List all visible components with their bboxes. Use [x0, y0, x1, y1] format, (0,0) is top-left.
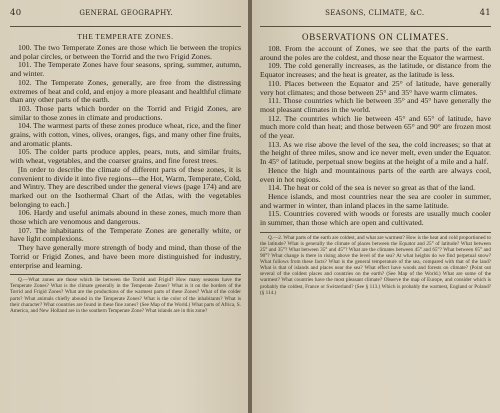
right-page-number: 41 — [479, 8, 491, 18]
left-paragraph: 106. Hardy and useful animals abound in these zones, much more than those which are venomous and dangerous. — [10, 208, 241, 227]
right-page — [250, 0, 500, 413]
book-gutter — [248, 0, 252, 413]
left-paragraph: They have generally more strength of body and mind, than those of the Torrid or Frigid Zones, and have been more distinguished for industry, enterprise and learning. — [10, 243, 241, 270]
right-paragraph: 111. Those countries which lie between 35° and 45° have generally the most pleasant climates in the world. — [260, 96, 491, 114]
left-paragraph: 102. The Temperate Zones, generally, are free from the distressing extremes of heat and cold, and enjoy a more pleasant and healthful climate than any other parts of the earth. — [10, 77, 241, 105]
left-questions-rule — [10, 274, 241, 275]
right-paragraph: 114. The heat or cold of the sea is never so great as that of the land. — [268, 183, 476, 193]
left-paragraph: 105. The colder parts produce apples, pears, nuts, and similar fruits, with wheat, vegetables, and the coarser grains, and fine forest trees. — [10, 147, 241, 166]
right-paragraph: Hence the high and mountainous parts of the earth are always cool, even in hot regions. — [260, 165, 491, 184]
left-paragraph: 107. The inhabitants of the Temperate Zones are generally white, or have light complexions. — [10, 225, 241, 244]
left-header-rule — [10, 26, 241, 27]
left-paragraph: 103. Those parts which border on the Torrid and Frigid Zones, are similar to those zones in climate and productions. — [10, 103, 241, 122]
right-header-rule — [260, 26, 491, 27]
left-running-title: GENERAL GEOGRAPHY. — [79, 9, 174, 17]
left-paragraph: 101. The Temperate Zones have four seasons, spring, summer, autumn, and winter. — [10, 60, 241, 79]
right-running-head — [260, 8, 491, 22]
left-paragraph: 100. The two Temperate Zones are those which lie between the tropics and polar circles, or between the Torrid and the two Frigid Zones. — [10, 43, 241, 61]
right-paragraph: 108. From the account of Zones, we see that the parts of the earth around the poles are the coldest, and those near the Equator the warmest. — [260, 44, 491, 62]
right-paragraph: 115. Countries covered with woods or forests are usually much cooler in summer, than those which are open and cultivated. — [260, 209, 491, 228]
right-paragraph: 109. The cold generally increases, as the latitude, or distance from the Equator increases; and the heat is greater, as the latitude is less. — [260, 61, 491, 80]
right-paragraph: 113. As we rise above the level of the sea, the cold increases; so that at the height of three miles, snow and ice never melt, even under the Equator. In 45° of latitude, perpetual snow begins at the height of a mile and a half. — [260, 139, 491, 167]
left-running-head — [10, 8, 241, 22]
right-running-title: SEASONS, CLIMATE, &C. — [325, 9, 425, 17]
left-body-text — [10, 44, 241, 270]
right-section-title: OBSERVATIONS ON CLIMATES. — [302, 32, 449, 42]
left-questions: Q.—What zones are those which lie between the Torrid and Frigid? How many seasons have the Temperate Zones? What is the climate generally in the Temperate Zones? What is it on the borders of the Torrid and Frigid Zones? What are the productions of the warmest parts of these Zones? What of the colder parts? What animals chiefly abound in the Temperate Zones? What is the color of the inhabitants? What is their character? What countries are found in these fine zones? (See Map of the World.) What parts of Africa, S. America, and New Holland are in the southern Temperate Zone? What islands are in this zone? — [10, 277, 241, 314]
left-page-number: 40 — [10, 8, 22, 18]
right-questions: Q.—2. What parts of the earth are coldest, and what are warmest? How is the heat and cold proportioned to the latitude? What is generally the climate of places between the Equator and 25° of latitude? What between 25° and 35°? What between 35° and 45°? What are the climates between 45° and 65°? What between 65° and 90°? What change is there in rising above the level of the sea? At what heights do we find perpetual snow? What follows from these facts? What is the general temperature of the sea, compared with that of the land? What is that of islands and places near the sea? What effect have woods and forests on climate? (Point out several of the coldest places and countries on the earth? (See Map of the World.) What are some of the warmest? What countries have the most pleasant climate? Observe the map of Europe, and consider which is probably the coldest, France or Switzerland? (See § 113.) Which is probably the warmest, England or Poland? (§ 114.) — [260, 234, 491, 296]
left-paragraph: 104. The warmest parts of these zones produce wheat, rice, and the finer grains, with cotton, vines, olives, oranges, figs, and many other fine fruits, and aromatic plants. — [10, 121, 241, 148]
right-body-text — [260, 45, 491, 228]
left-paragraph: [In order to describe the climate of different parts of these zones, it is convenient to divide it into five regions—the Hot, Warm, Temperate, Cold, and Wintry. They are described under the general views (page 174) and are marked out on the Isothermal Chart of the Atlas, with the vegetables belonging to each.] — [10, 164, 241, 209]
right-paragraph: 112. The countries which lie between 45° and 65° of latitude, have much more cold than heat; and those between 65° and 90° are frozen most of the year. — [260, 113, 491, 141]
right-paragraph: 110. Places between the Equator and 25° of latitude, have generally very hot climates; and those between 25° and 35° have warm climates. — [260, 78, 491, 97]
right-paragraph: Hence islands, and most countries near the sea are cooler in summer, and warmer in winter, than inland places in the same latitude. — [260, 191, 491, 210]
left-section-title: THE TEMPERATE ZONES. — [77, 32, 174, 41]
right-questions-rule — [260, 232, 491, 233]
